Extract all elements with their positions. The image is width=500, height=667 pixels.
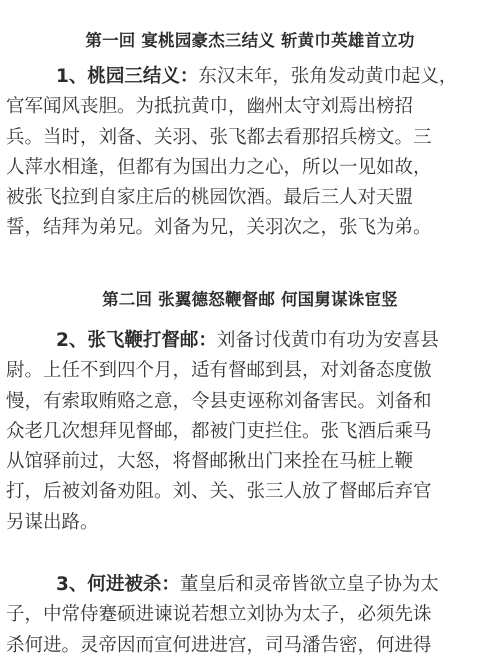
item-text: 东汉末年，张角发动黄巾起义， [198, 66, 458, 87]
paragraph-hejin-killed [6, 570, 494, 661]
paragraph-line [6, 570, 494, 600]
paragraph-line: 另谋出路。 [6, 511, 99, 533]
paragraph-line [6, 326, 494, 356]
item-lead: 3、何进被杀： [56, 574, 180, 595]
paragraph-line: 众老几次想拜见督邮，都被门吏拦住。张飞酒后乘马 [6, 420, 432, 442]
paragraph-line: 子，中常侍蹇硕进谏说若想立刘协为太子，必须先诛 [6, 604, 432, 626]
paragraph-zhangfei-whips [6, 326, 494, 538]
item-lead: 2、张飞鞭打督邮： [56, 330, 217, 351]
chapter-title-2: 第二回 张翼德怒鞭督邮 何国舅谋诛宦竖 [102, 290, 398, 309]
paragraph-line: 兵。当时，刘备、关羽、张飞都去看那招兵榜文。三 [6, 126, 432, 148]
paragraph-line: 杀何进。灵帝因而宣何进进宫，司马潘告密，何进得 [6, 634, 432, 656]
item-lead: 1、桃园三结义： [56, 66, 199, 87]
paragraph-line: 官军闻风丧胆。为抵抗黄巾，幽州太守刘焉出榜招 [6, 96, 414, 118]
paragraph-line: 打，后被刘备劝阻。刘、关、张三人放了督邮后弃官 [6, 481, 432, 503]
paragraph-taoyuan-oath [6, 62, 494, 244]
paragraph-line: 人萍水相逢，但都有为国出力之心，所以一见如故， [6, 156, 432, 178]
paragraph-line: 誓，结拜为弟兄。刘备为兄，关羽次之，张飞为弟。 [6, 217, 432, 239]
paragraph-line: 尉。上任不到四个月，适有督邮到县，对刘备态度傲 [6, 360, 432, 382]
chapter-title-1: 第一回 宴桃园豪杰三结义 斩黄巾英雄首立功 [85, 31, 415, 50]
paragraph-line [6, 62, 494, 92]
paragraph-line: 被张飞拉到自家庄后的桃园饮酒。最后三人对天盟 [6, 187, 414, 209]
item-text: 董皇后和灵帝皆欲立皇子协为太 [179, 574, 439, 595]
paragraph-line: 从馆驿前过，大怒，将督邮揪出门来拴在马桩上鞭 [6, 451, 414, 473]
paragraph-line: 慢，有索取贿赂之意，令县吏诬称刘备害民。刘备和 [6, 390, 432, 412]
item-text: 刘备讨伐黄巾有功为安喜县 [216, 330, 439, 351]
